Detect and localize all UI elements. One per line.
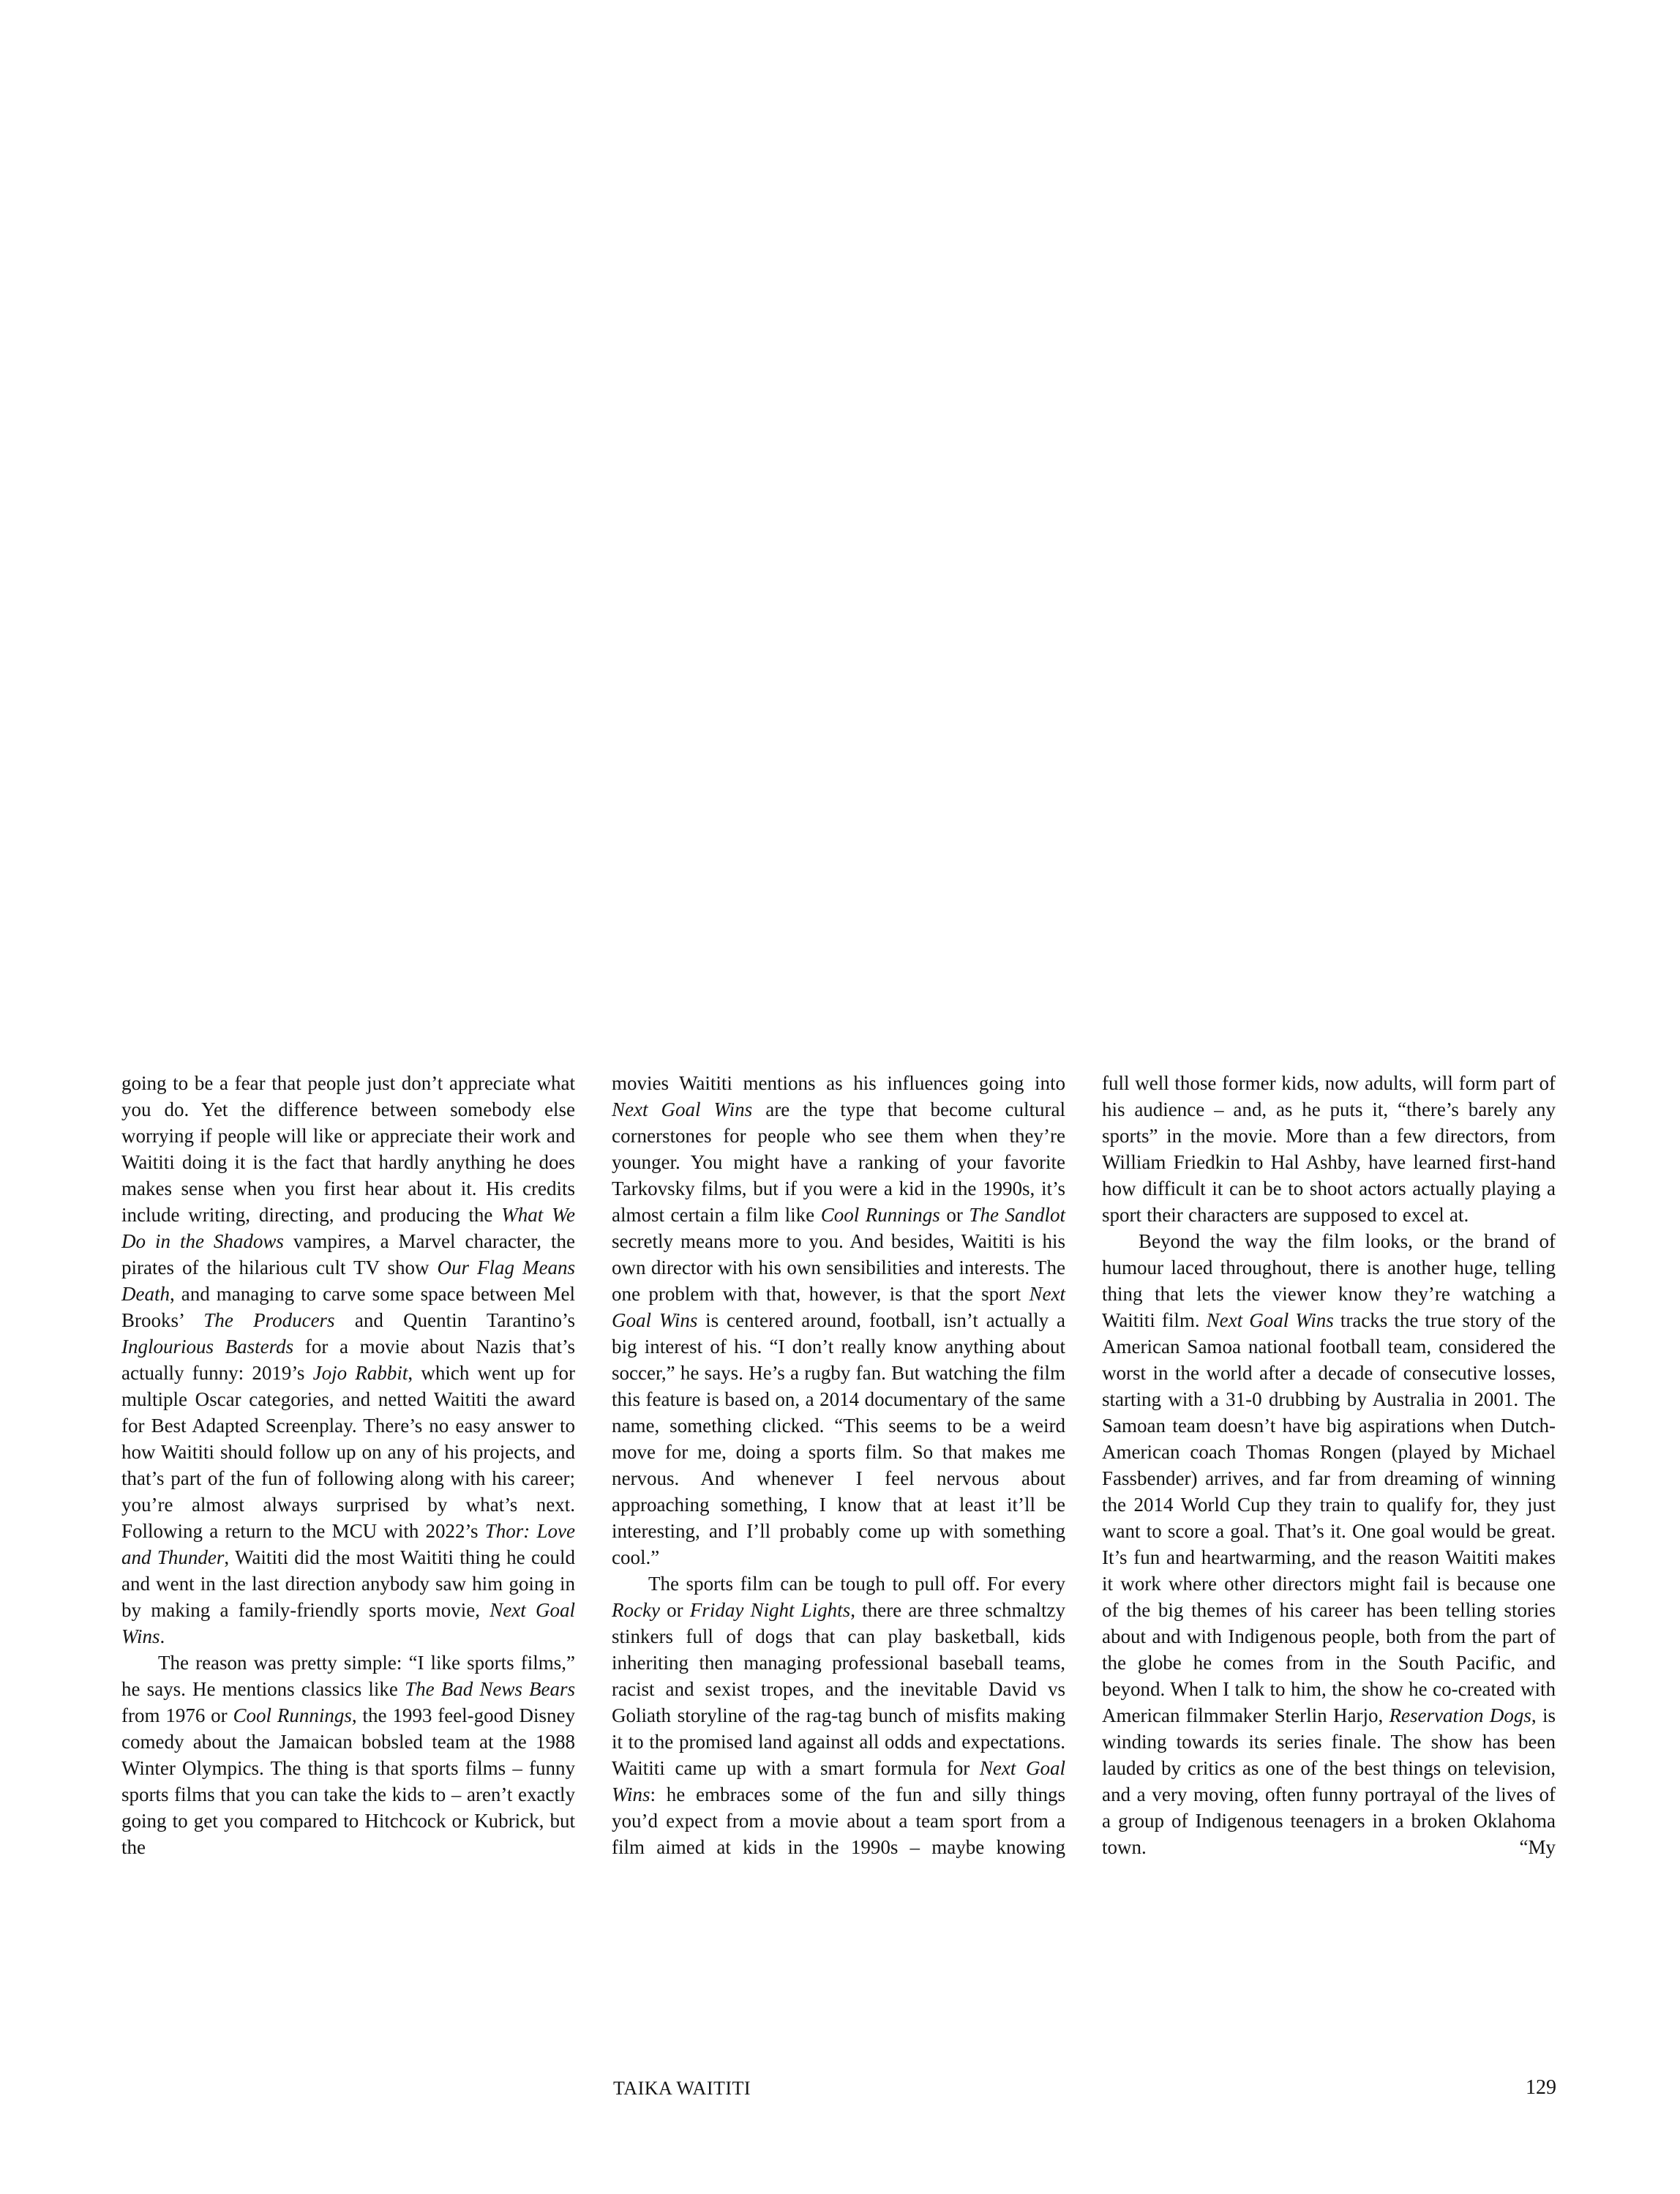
film-title: Inglourious Basterds: [121, 1336, 294, 1358]
film-title: Next Goal Wins: [612, 1757, 1065, 1805]
film-title: Our Flag Means Death: [121, 1257, 575, 1305]
film-title: Next Goal Wins: [612, 1283, 1065, 1331]
film-title: Rocky: [612, 1599, 660, 1621]
paragraph: full well those former kids, now adults, will form part of his audience – and, as he puts it, “there’s barely any sports” in the movie. More than a few directors, from William Friedkin to Hal Ashby, have learned first-hand how difficult it can be to shoot actors actually playing a sport their characters are supposed to excel at.: [1102, 1072, 1556, 1226]
footer-article-title: TAIKA WAITITI: [613, 2078, 751, 2099]
text-column-1: [121, 1070, 575, 1860]
film-title: The Producers: [203, 1309, 335, 1331]
paragraph: The sports film can be tough to pull off. For every Rocky or Friday Night Lights, there are three schmaltzy stinkers full of dogs that can play basketball, kids inheriting then managing professional baseball teams, racist and sexist tropes, and the inevitable David vs Goliath storyline of the rag-tag bunch of misfits making it to the promised land against all odds and expectations. Waititi came up with a smart formula for Next Goal Wins: he embraces some of the fun and silly things you’d expect from a movie about a team sport from a film aimed at kids in the 1990s – maybe knowing: [612, 1573, 1066, 1858]
paragraph: going to be a fear that people just don’t appreciate what you do. Yet the difference between somebody else worrying if people will like or appreciate their work and Waititi doing it is the fact that hardly anything he does makes sense when you first hear about it. His credits include writing, directing, and producing the What We Do in the Shadows vampires, a Marvel character, the pirates of the hilarious cult TV show Our Flag Means Death, and managing to carve some space between Mel Brooks’ The Producers and Quentin Tarantino’s Inglourious Basterds for a movie about Nazis that’s actually funny: 2019’s Jojo Rabbit, which went up for multiple Oscar categories, and netted Waititi the award for Best Adapted Screenplay. There’s no easy answer to how Waititi should follow up on any of his projects, and that’s part of the fun of following along with his career; you’re almost always surprised by what’s next. Following a return to the MCU with 2022’s Thor: Love and Thunder, Waititi did the most Waititi thing he could and went in the last direction anybody saw him going in by making a family-friendly sports movie, Next Goal Wins.: [121, 1072, 576, 1647]
film-title: Cool Runnings: [820, 1204, 940, 1226]
film-title: Next Goal Wins: [1206, 1309, 1334, 1331]
paragraph: movies Waititi mentions as his influences going into Next Goal Wins are the type that become cultural cornerstones for people who see them when they’re younger. You might have a ranking of your favorite Tarkovsky films, but if you were a kid in the 1990s, it’s almost certain a film like Cool Runnings or The Sandlot secretly means more to you. And besides, Waititi is his own director with his own sensibilities and interests. The one problem with that, however, is that the sport Next Goal Wins is centered around, football, isn’t actually a big interest of his. “I don’t really know anything about soccer,” he says. He’s a rugby fan. But watching the film this feature is based on, a 2014 documentary of the same name, something clicked. “This seems to be a weird move for me, doing a sports film. So that makes me nervous. And whenever I feel nervous about approaching something, I know that at least it’ll be interesting, and I’ll probably come up with something cool.”: [612, 1072, 1065, 1568]
film-title: Next Goal Wins: [121, 1599, 575, 1647]
film-title: What We Do in the Shadows: [121, 1204, 575, 1252]
paragraph: Beyond the way the film looks, or the brand of humour laced throughout, there is another huge, telling thing that lets the viewer know they’re watching a Waititi film. Next Goal Wins tracks the true story of the American Samoa national football team, considered the worst in the world after a decade of consecutive losses, starting with a 31-0 drubbing by Australia in 2001. The Samoan team doesn’t have big aspirations when Dutch-American coach Thomas Rongen (played by Michael Fassbender) arrives, and far from dreaming of winning the 2014 World Cup they train to qualify for, they just want to score a goal. That’s it. One goal would be great. It’s fun and heartwarming, and the reason Waititi makes it work where other directors might fail is because one of the big themes of his career has been telling stories about and with Indigenous people, both from the part of the globe he comes from in the South Pacific, and beyond. When I talk to him, the show he co-created with American filmmaker Sterlin Harjo, Reservation Dogs, is winding towards its series finale. The show has been lauded by critics as one of the best things on television, and a very moving, often funny portrayal of the lives of a group of Indigenous teenagers in a broken Oklahoma town. “My: [1102, 1230, 1556, 1858]
article-text-block: [121, 1070, 1556, 1860]
film-title: Jojo Rabbit: [312, 1362, 408, 1384]
film-title: The Sandlot: [969, 1204, 1065, 1226]
footer-page-number: 129: [1526, 2076, 1556, 2099]
film-title: Next Goal Wins: [612, 1098, 753, 1120]
film-title: Thor: Love and Thunder: [121, 1520, 576, 1568]
film-title: The Bad News Bears: [405, 1678, 575, 1700]
paragraph: The reason was pretty simple: “I like sports films,” he says. He mentions classics like The Bad News Bears from 1976 or Cool Runnings, the 1993 feel-good Disney comedy about the Jamaican bobsled team at the 1988 Winter Olympics. The thing is that sports films – funny sports films that you can take the kids to – aren’t exactly going to get you compared to Hitchcock or Kubrick, but the: [121, 1652, 575, 1858]
film-title: Friday Night Lights: [689, 1599, 851, 1621]
text-column-2: [612, 1070, 1065, 1860]
film-title: Reservation Dogs: [1389, 1704, 1531, 1726]
film-title: Cool Runnings: [233, 1704, 352, 1726]
text-column-3: [1102, 1070, 1556, 1860]
